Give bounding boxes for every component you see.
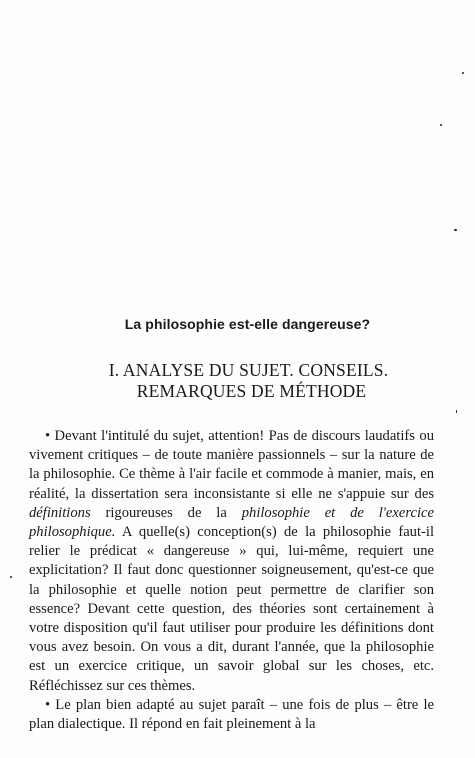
text-run: • Devant l'intitulé du sujet, attention! Pas de discours laudatifs ou vivement critiques – de toute manière passionnels – sur la nature de la philosophie. Ce thème à l'air facile et commode à manier, mais, en réalité, la dissertation sera inconsistante si elle ne s'appuie sur des <box>29 428 434 502</box>
text-run: • Le plan bien adapté au sujet paraît – une fois de plus – être le plan dialectique. Il répond en fait pleinement à la <box>29 696 434 733</box>
text-run: rigoureuses de la <box>90 504 242 521</box>
section-heading-line-1: I. ANALYSE DU SUJET. CONSEILS. <box>108 360 389 380</box>
chapter-title: La philosophie est-elle dangereuse? <box>124 316 371 332</box>
paragraph <box>29 427 434 696</box>
margin-speck <box>10 576 12 578</box>
margin-speck <box>454 229 457 231</box>
paragraph <box>29 696 434 734</box>
margin-speck <box>462 72 464 74</box>
margin-speck <box>440 124 442 126</box>
margin-speck <box>456 410 457 413</box>
text-run-italic: définitions <box>29 504 91 521</box>
text-run-italic: philosophie et de l'exercice philosophique. <box>29 504 434 541</box>
section-heading-line-2: REMARQUES DE MÉTHODE <box>136 381 367 401</box>
text-run: A quelle(s) conception(s) de la philosophie faut-il relier le prédicat « dangereuse » qui, lui-même, requiert une explicitation? Il faut donc questionner soigneusement, qu'est-ce que la philosophie et quelle notion peut permettre de clarifier son essence? Devant cette question, des théories sont certainement à votre disposition qu'il faut utiliser pour produire les définitions dont vous avez besoin. On vous a dit, durant l'année, que la philosophie est un exercice critique, un savoir global sur les choses, etc. Réfléchissez sur ces thèmes. <box>29 524 434 694</box>
section-heading <box>0 360 475 402</box>
body-text <box>29 427 434 734</box>
